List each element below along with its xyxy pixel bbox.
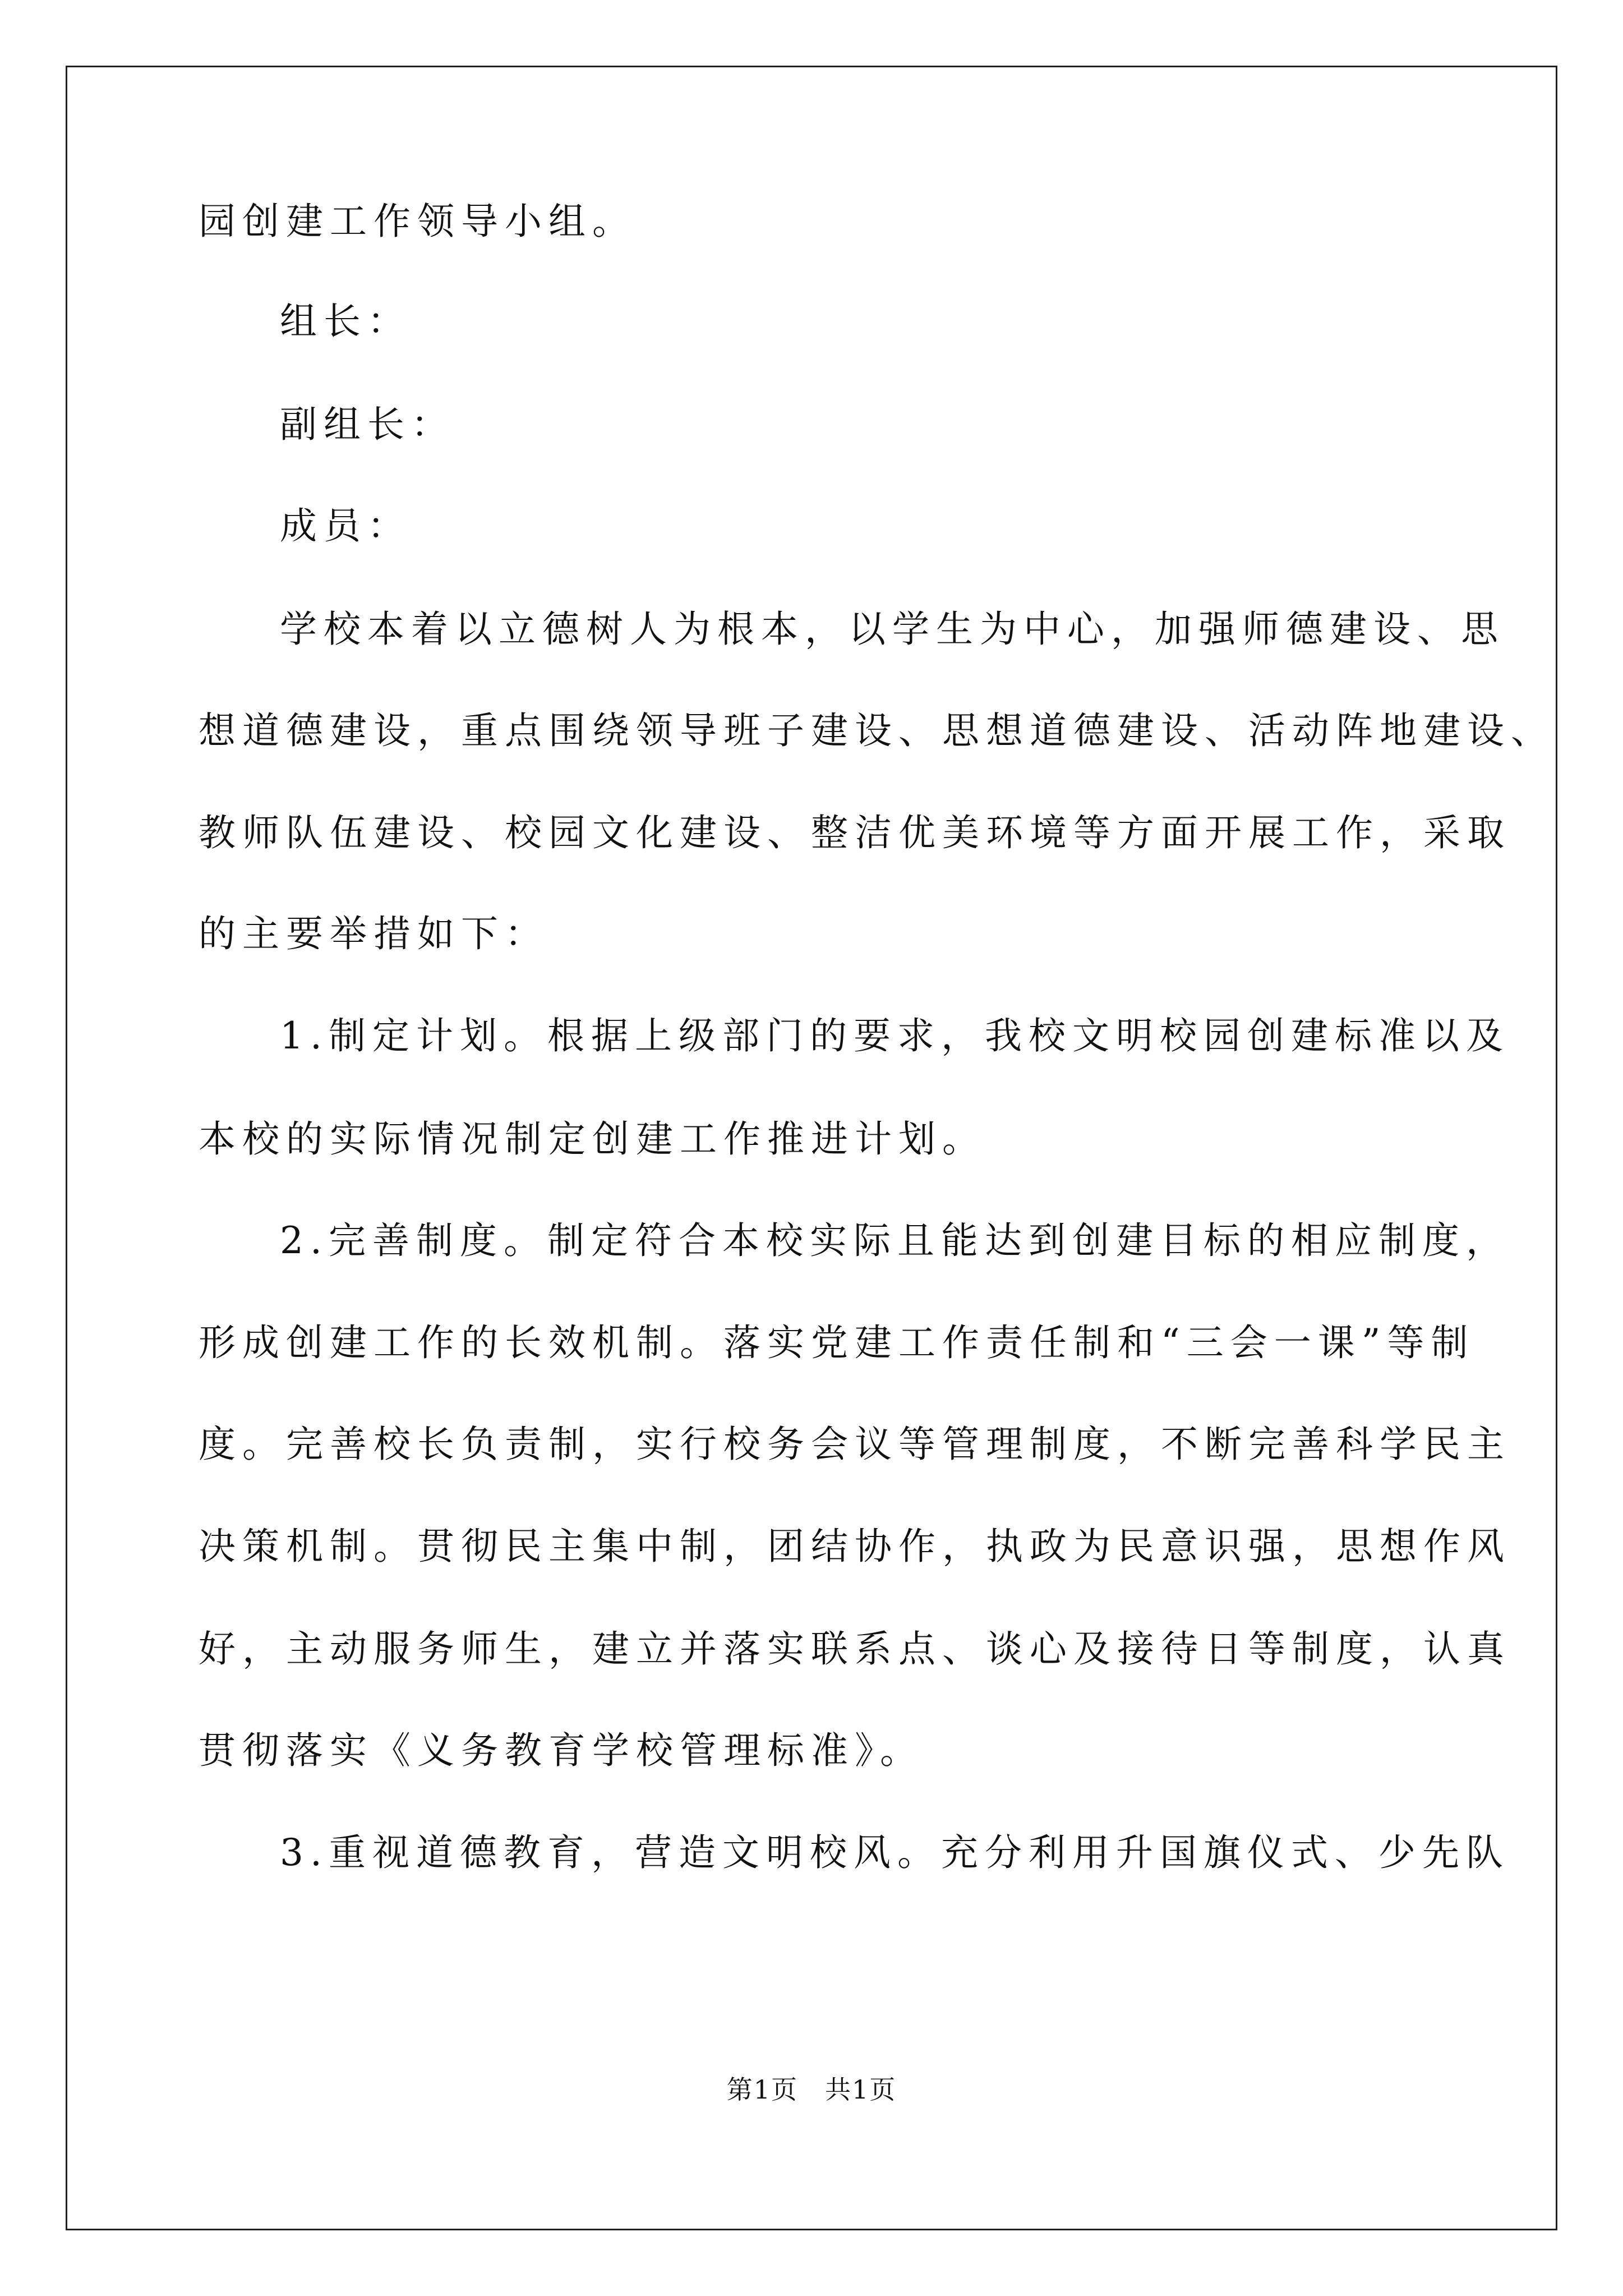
paragraph-line: 组长： (280, 300, 411, 343)
paragraph-line: 好，主动服务师生，建立并落实联系点、谈心及接待日等制度，认真 (199, 1627, 1511, 1671)
paragraph-line: 园创建工作领导小组。 (199, 200, 636, 243)
paragraph-line: 决策机制。贯彻民主集中制，团结协作，执政为民意识强，思想作风 (199, 1525, 1511, 1568)
paragraph-line: 成员： (280, 504, 411, 547)
page-number-footer: 第1页 共1页 (726, 2074, 897, 2105)
paragraph-line: 本校的实际情况制定创建工作推进计划。 (199, 1117, 986, 1161)
paragraph-line: 形成创建工作的长效机制。落实党建工作责任制和“三会一课”等制 (199, 1321, 1475, 1364)
paragraph-line: 1.制定计划。根据上级部门的要求，我校文明校园创建标准以及 (280, 1014, 1510, 1057)
paragraph-line: 2.完善制度。制定符合本校实际且能达到创建目标的相应制度， (280, 1219, 1510, 1262)
paragraph-line: 度。完善校长负责制，实行校务会议等管理制度，不断完善科学民主 (199, 1423, 1511, 1466)
paragraph-line: 的主要举措如下： (199, 912, 548, 955)
paragraph-line: 想道德建设，重点围绕领导班子建设、思想道德建设、活动阵地建设、 (199, 709, 1555, 752)
paragraph-line: 学校本着以立德树人为根本，以学生为中心，加强师德建设、思 (280, 608, 1505, 651)
paragraph-line: 教师队伍建设、校园文化建设、整洁优美环境等方面开展工作，采取 (199, 811, 1511, 854)
paragraph-line: 3.重视道德教育，营造文明校风。充分利用升国旗仪式、少先队 (280, 1831, 1510, 1874)
paragraph-line: 贯彻落实《义务教育学校管理标准》。 (199, 1729, 924, 1772)
paragraph-line: 副组长： (280, 403, 455, 446)
